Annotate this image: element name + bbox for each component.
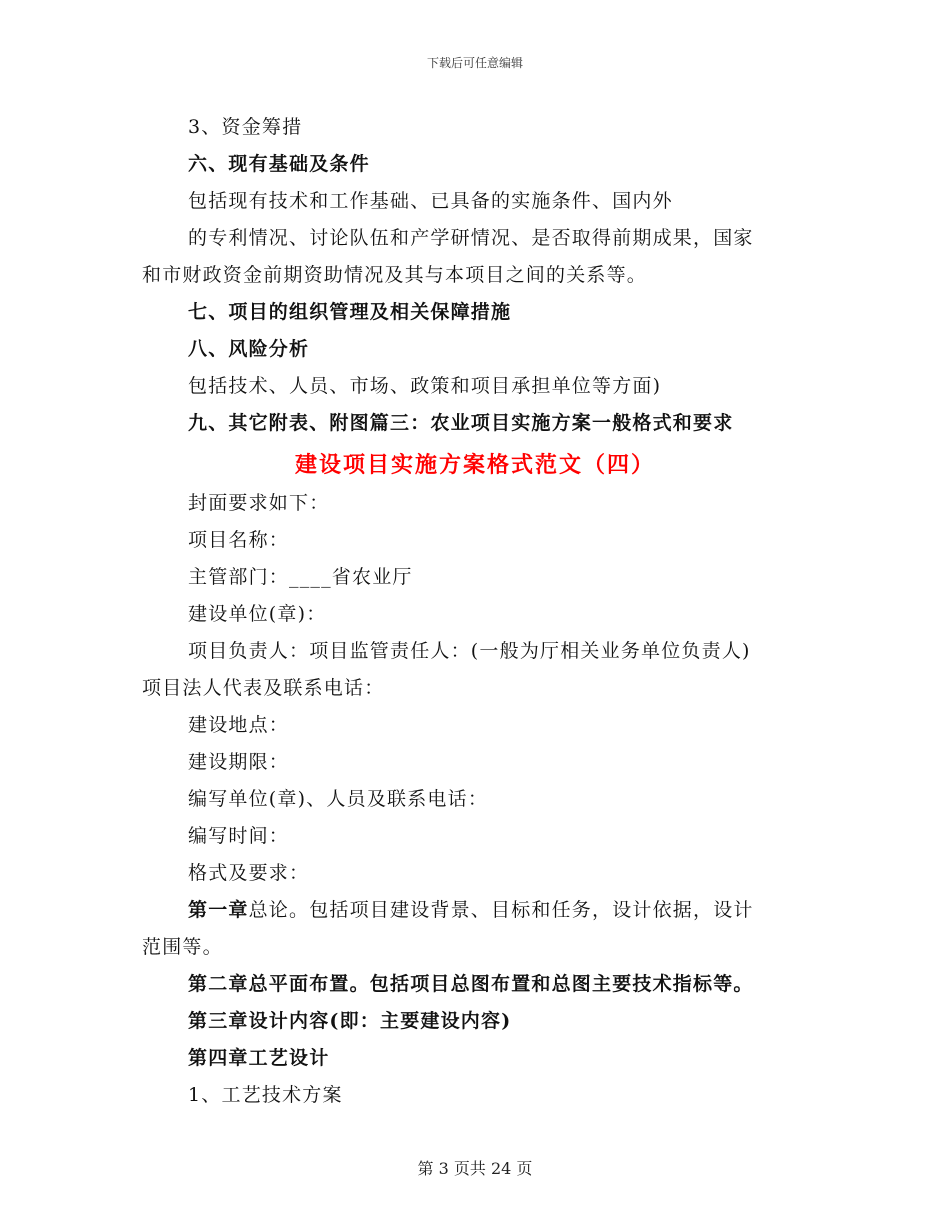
chapter-three: 第三章设计内容(即：主要建设内容) (188, 1010, 512, 1032)
field-department: 主管部门：____省农业厅 (188, 566, 413, 588)
field-period: 建设期限： (188, 751, 290, 773)
paragraph-line: 格式及要求： (188, 862, 310, 884)
field-location: 建设地点： (188, 714, 290, 736)
paragraph-line: 和市财政资金前期资助情况及其与本项目之间的关系等。 (142, 264, 648, 286)
line-funding: 3、资金筹措 (188, 116, 303, 138)
chapter-four: 第四章工艺设计 (188, 1047, 330, 1069)
heading-risk: 八、风险分析 (188, 338, 310, 360)
paragraph-line: 范围等。 (142, 936, 223, 958)
section-title: 建设项目实施方案格式范文（四） (294, 452, 655, 478)
field-build-unit: 建设单位(章)： (188, 603, 327, 625)
chapter-one-text: 总论。包括项目建设背景、目标和任务，设计依据，设计 (248, 899, 754, 921)
paragraph-line: 的专利情况、讨论队伍和产学研情况、是否取得前期成果，国家 (188, 227, 754, 249)
chapter-one-label: 第一章 (188, 899, 249, 921)
page-header: 下载后可任意编辑 (426, 56, 523, 70)
paragraph-line: 包括现有技术和工作基础、已具备的实施条件、国内外 (188, 190, 673, 212)
chapter-two: 第二章总平面布置。包括项目总图布置和总图主要技术指标等。 (188, 973, 754, 995)
heading-appendix: 九、其它附表、附图篇三：农业项目实施方案一般格式和要求 (188, 412, 734, 434)
chapter-one-line (188, 898, 868, 922)
field-project-lead: 项目负责人：项目监管责任人：(一般为厅相关业务单位负责人) (188, 640, 751, 662)
heading-existing-basis: 六、现有基础及条件 (188, 153, 370, 175)
field-write-time: 编写时间： (188, 825, 290, 847)
heading-organization: 七、项目的组织管理及相关保障措施 (188, 301, 512, 323)
paragraph-line: 包括技术、人员、市场、政策和项目承担单位等方面) (188, 375, 662, 397)
field-author: 编写单位(章)、人员及联系电话： (188, 788, 489, 810)
field-project-name: 项目名称： (188, 529, 290, 551)
field-legal-rep: 项目法人代表及联系电话： (142, 677, 385, 699)
page-footer: 第 3 页共 24 页 (417, 1159, 533, 1178)
paragraph-line: 1、工艺技术方案 (188, 1084, 343, 1106)
paragraph-line: 封面要求如下： (188, 492, 330, 514)
